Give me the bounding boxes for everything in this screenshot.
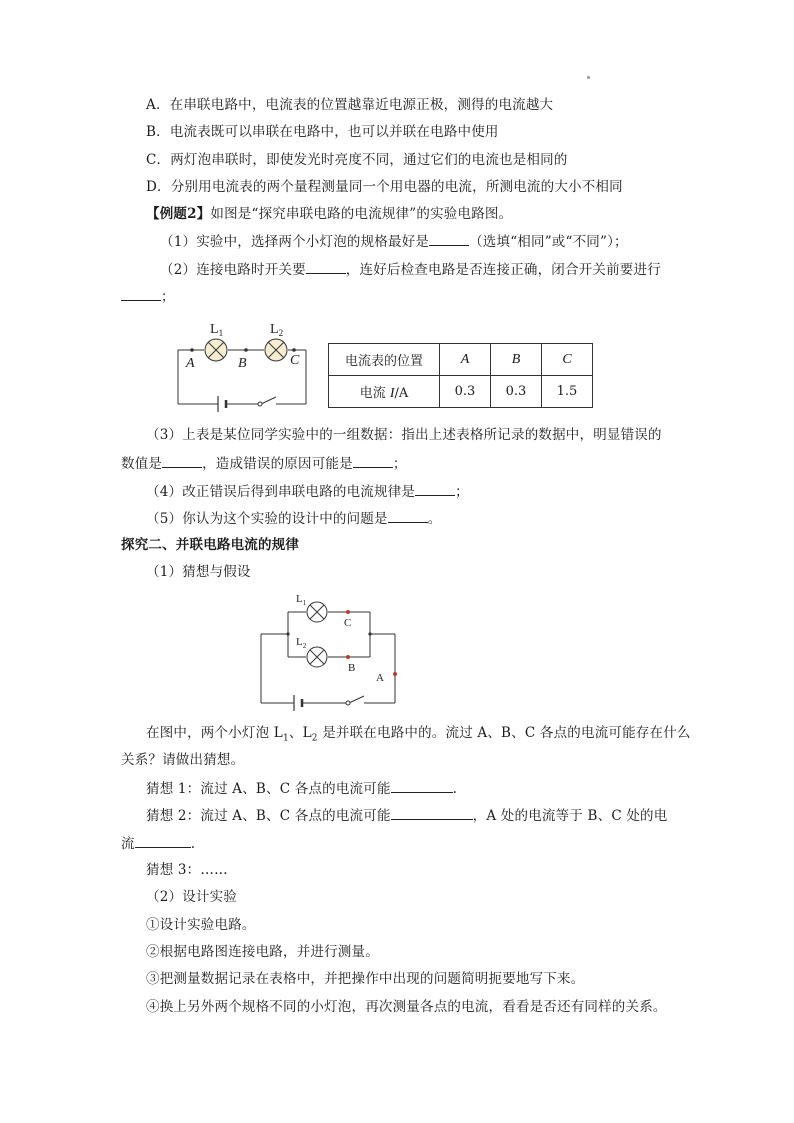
example2-intro (146, 205, 512, 223)
scan-dot (587, 76, 590, 79)
question-1 (160, 232, 628, 251)
lamp-l2-icon (307, 647, 327, 667)
junction-right-dot (368, 632, 371, 635)
example2-label: 【例题2】 (146, 206, 211, 222)
guess-1-end: . (452, 781, 458, 797)
option-c: C．两灯泡串联时，即使发光时亮度不同，通过它们的电流也是相同的 (146, 152, 568, 168)
guess-1-text: 猜想 1：流过 A、B、C 各点的电流可能 (146, 781, 391, 797)
question-1-text: （1）实验中，选择两个小灯泡的规格最好是 (160, 234, 430, 250)
table-col-b: B (491, 344, 542, 376)
question-4-text: （4）改正错误后得到串联电路的电流规律是 (146, 484, 416, 500)
point-c-dot (346, 610, 350, 614)
question-2-end: ； (161, 289, 175, 305)
section2-paragraph: 在图中，两个小灯泡 $L_1$、$L_2$ 是并联在电路中的。流过 A、B、C 各点的电流可能存在什么 (146, 725, 691, 744)
question-1-hint: （选填“相同”或“不同”）； (469, 234, 628, 250)
point-c-label: C (290, 353, 300, 368)
answer-blank-4[interactable] (415, 482, 455, 496)
point-b-dot (346, 655, 350, 659)
point-c-dot (292, 348, 296, 352)
answer-blank-5[interactable] (388, 509, 428, 523)
question-2 (160, 260, 661, 279)
lamp-l2-icon (265, 339, 287, 361)
step-3: ③把测量数据记录在表格中，并把操作中出现的问题简明扼要地写下来。 (146, 971, 585, 987)
point-b-label: B (238, 356, 247, 371)
guess-1 (146, 779, 457, 798)
table-header-row (329, 344, 593, 376)
guess-2 (146, 806, 667, 825)
question-3-end: ； (392, 456, 407, 472)
junction-left-dot (286, 632, 289, 635)
step-1: ①设计实验电路。 (146, 917, 256, 933)
step-4: ④换上另外两个规格不同的小灯泡，再次测量各点的电流，看看是否还有同样的关系。 (146, 999, 667, 1015)
question-3-text-c: ，造成错误的原因可能是 (202, 456, 353, 472)
table-row (329, 376, 593, 408)
guess-2-cont (121, 834, 195, 853)
table-col-a: A (440, 344, 491, 376)
question-2-cont (121, 287, 175, 306)
guess-2-blank-b[interactable] (135, 834, 191, 848)
current-data-table (328, 343, 593, 408)
question-3-cont (121, 454, 407, 473)
answer-blank-2a[interactable] (306, 260, 346, 274)
question-3-text: （3）上表是某位同学实验中的一组数据：指出上述表格所记录的数据中，明显错误的 (146, 427, 662, 443)
lamp-l2-label: $L_2$ (270, 322, 284, 338)
guess-1-blank[interactable] (391, 779, 453, 793)
point-a-dot (393, 672, 397, 676)
section2-title: 探究二、并联电路电流的规律 (121, 537, 300, 553)
example2-text: 如图是“探究串联电路的电流规律”的实验电路图。 (210, 206, 513, 222)
section2-sub2: （2）设计实验 (146, 889, 237, 905)
lamp-l2-label: $L_2$ (296, 636, 307, 650)
table-cell-a: 0.3 (440, 376, 491, 408)
table-cell-b: 0.3 (491, 376, 542, 408)
series-circuit-diagram (172, 320, 312, 415)
guess-2-text-c: 流 (121, 836, 135, 852)
step-2: ②根据电路图连接电路，并进行测量。 (146, 944, 379, 960)
question-2-text-b: ，连好后检查电路是否连接正确，闭合开关前要进行 (345, 262, 661, 278)
switch-pivot (346, 701, 350, 705)
table-header-label: 电流表的位置 (329, 344, 440, 376)
point-a-label: A (376, 672, 384, 684)
guess-2-text-b: ，A 处的电流等于 B、C 处的电 (472, 808, 668, 824)
point-a-dot (190, 348, 194, 352)
table-cell-c: 1.5 (542, 376, 593, 408)
guess-2-blank-a[interactable] (391, 806, 473, 820)
guess-2-text: 猜想 2：流过 A、B、C 各点的电流可能 (146, 808, 391, 824)
question-3 (146, 426, 662, 444)
table-row-label: 电流 I/A (329, 376, 440, 408)
point-a-label: A (186, 356, 195, 371)
option-b: B．电流表既可以串联在电路中，也可以并联在电路中使用 (146, 124, 499, 140)
question-2-text: （2）连接电路时开关要 (160, 262, 306, 278)
point-b-dot (244, 348, 248, 352)
table-col-c: C (542, 344, 593, 376)
answer-blank-3a[interactable] (162, 454, 202, 468)
question-5-text: （5）你认为这个实验的设计中的问题是 (146, 511, 388, 527)
option-a: A．在串联电路中，电流表的位置越靠近电源正极，测得的电流越大 (146, 97, 554, 113)
guess-3: 猜想 3：…… (146, 862, 228, 878)
point-b-label: B (348, 662, 356, 674)
lamp-l1-label: $L_1$ (210, 322, 224, 338)
question-4 (146, 482, 469, 501)
lamp-l1-icon (307, 602, 327, 622)
guess-2-end: . (190, 836, 196, 852)
question-5 (146, 509, 441, 528)
switch-pivot (258, 402, 262, 406)
question-5-end: 。 (427, 511, 442, 527)
lamp-l1-icon (205, 339, 227, 361)
point-c-label: C (344, 617, 352, 629)
parallel-circuit-diagram (256, 590, 406, 715)
question-3-text-b: 数值是 (121, 456, 163, 472)
answer-blank-2b[interactable] (121, 287, 161, 301)
answer-blank-1[interactable] (429, 232, 469, 246)
option-d: D．分别用电流表的两个量程测量同一个用电器的电流，所测电流的大小不相同 (146, 179, 623, 195)
question-4-end: ； (455, 484, 469, 500)
lamp-l1-label: $L_1$ (296, 593, 307, 607)
answer-blank-3b[interactable] (353, 454, 393, 468)
section2-paragraph-cont: 关系？请做出猜想。 (121, 752, 245, 768)
section2-sub1: （1）猜想与假设 (146, 564, 251, 580)
